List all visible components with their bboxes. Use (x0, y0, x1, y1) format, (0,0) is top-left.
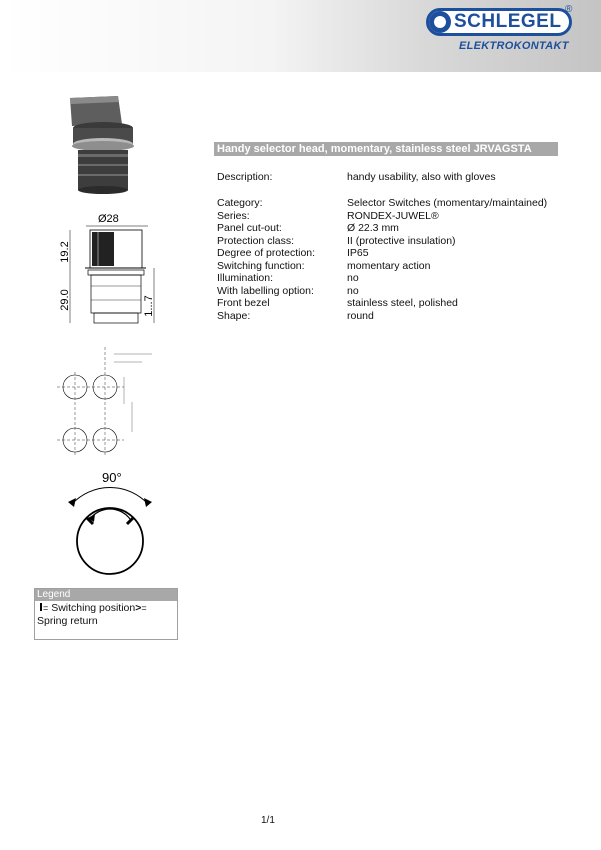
spec-row-protection-class (217, 235, 577, 248)
spec-value: Selector Switches (momentary/maintained) (347, 197, 548, 209)
spec-value: RONDEX-JUWEL® (347, 209, 439, 222)
spring-return-icon: > (135, 602, 142, 614)
logo-registered-mark: ® (565, 4, 573, 15)
spec-value: handy usability, also with gloves (347, 171, 496, 183)
spec-label: Front bezel (217, 297, 270, 309)
legend-switching-label: Switching position (51, 602, 136, 614)
spec-label: Switching function: (217, 259, 305, 272)
spec-value: stainless steel, polished (347, 297, 458, 309)
spec-row-labelling-option (217, 285, 577, 298)
switching-position-icon (40, 603, 42, 611)
angle-label: 90° (102, 470, 122, 485)
spec-row-panel-cutout (217, 222, 577, 235)
spec-row-switching-function (217, 260, 577, 273)
page-number: 1/1 (261, 815, 275, 826)
spec-row-series (217, 210, 577, 223)
logo-brand: SCHLEGEL (454, 11, 562, 32)
schlegel-logo (426, 6, 576, 56)
legend-switching-position (40, 602, 147, 614)
spec-label: Panel cut-out: (217, 222, 282, 234)
spec-value: Ø 22.3 mm (347, 222, 399, 234)
spec-label: Protection class: (217, 234, 295, 247)
product-title: Handy selector head, momentary, stainless steel JRVAGSTA (214, 142, 558, 156)
dimension-drawing (50, 208, 165, 330)
spec-value: round (347, 309, 374, 322)
dim-head-height: 19.2 (59, 241, 71, 263)
spec-label: Degree of protection: (217, 247, 316, 259)
logo-subtitle: ELEKTROKONTAKT (459, 40, 569, 52)
spec-row-shape (217, 310, 577, 323)
spec-row-illumination (217, 272, 577, 285)
spec-row-category (217, 197, 577, 210)
spec-label: Series: (217, 209, 250, 222)
spec-value: II (protective insulation) (347, 234, 456, 247)
logo-emblem-icon (429, 11, 451, 33)
spec-value: no (347, 272, 359, 284)
switching-angle-drawing (60, 468, 160, 576)
spec-row-description (217, 171, 577, 184)
legend-eq-2: = (141, 603, 147, 613)
dim-diameter: Ø28 (98, 213, 119, 225)
spec-value: no (347, 284, 359, 297)
legend-title: Legend (35, 589, 177, 601)
spec-row-front-bezel (217, 297, 577, 310)
spec-value: momentary action (347, 259, 431, 272)
legend-eq-1: = (43, 603, 49, 613)
spec-label: Description: (217, 171, 273, 183)
spec-value: IP65 (347, 247, 369, 259)
spec-label: With labelling option: (217, 284, 314, 297)
cutout-drawing (52, 342, 167, 467)
spec-row-degree-of-protection (217, 247, 577, 260)
legend-spring-return: Spring return (37, 615, 98, 627)
spec-label: Category: (217, 197, 263, 209)
dim-thread: 1...7 (143, 295, 155, 317)
spec-label: Illumination: (217, 272, 274, 284)
legend-box (34, 588, 178, 640)
spec-label: Shape: (217, 309, 251, 322)
dim-body-height: 29.0 (59, 289, 71, 311)
product-photo (58, 94, 148, 204)
